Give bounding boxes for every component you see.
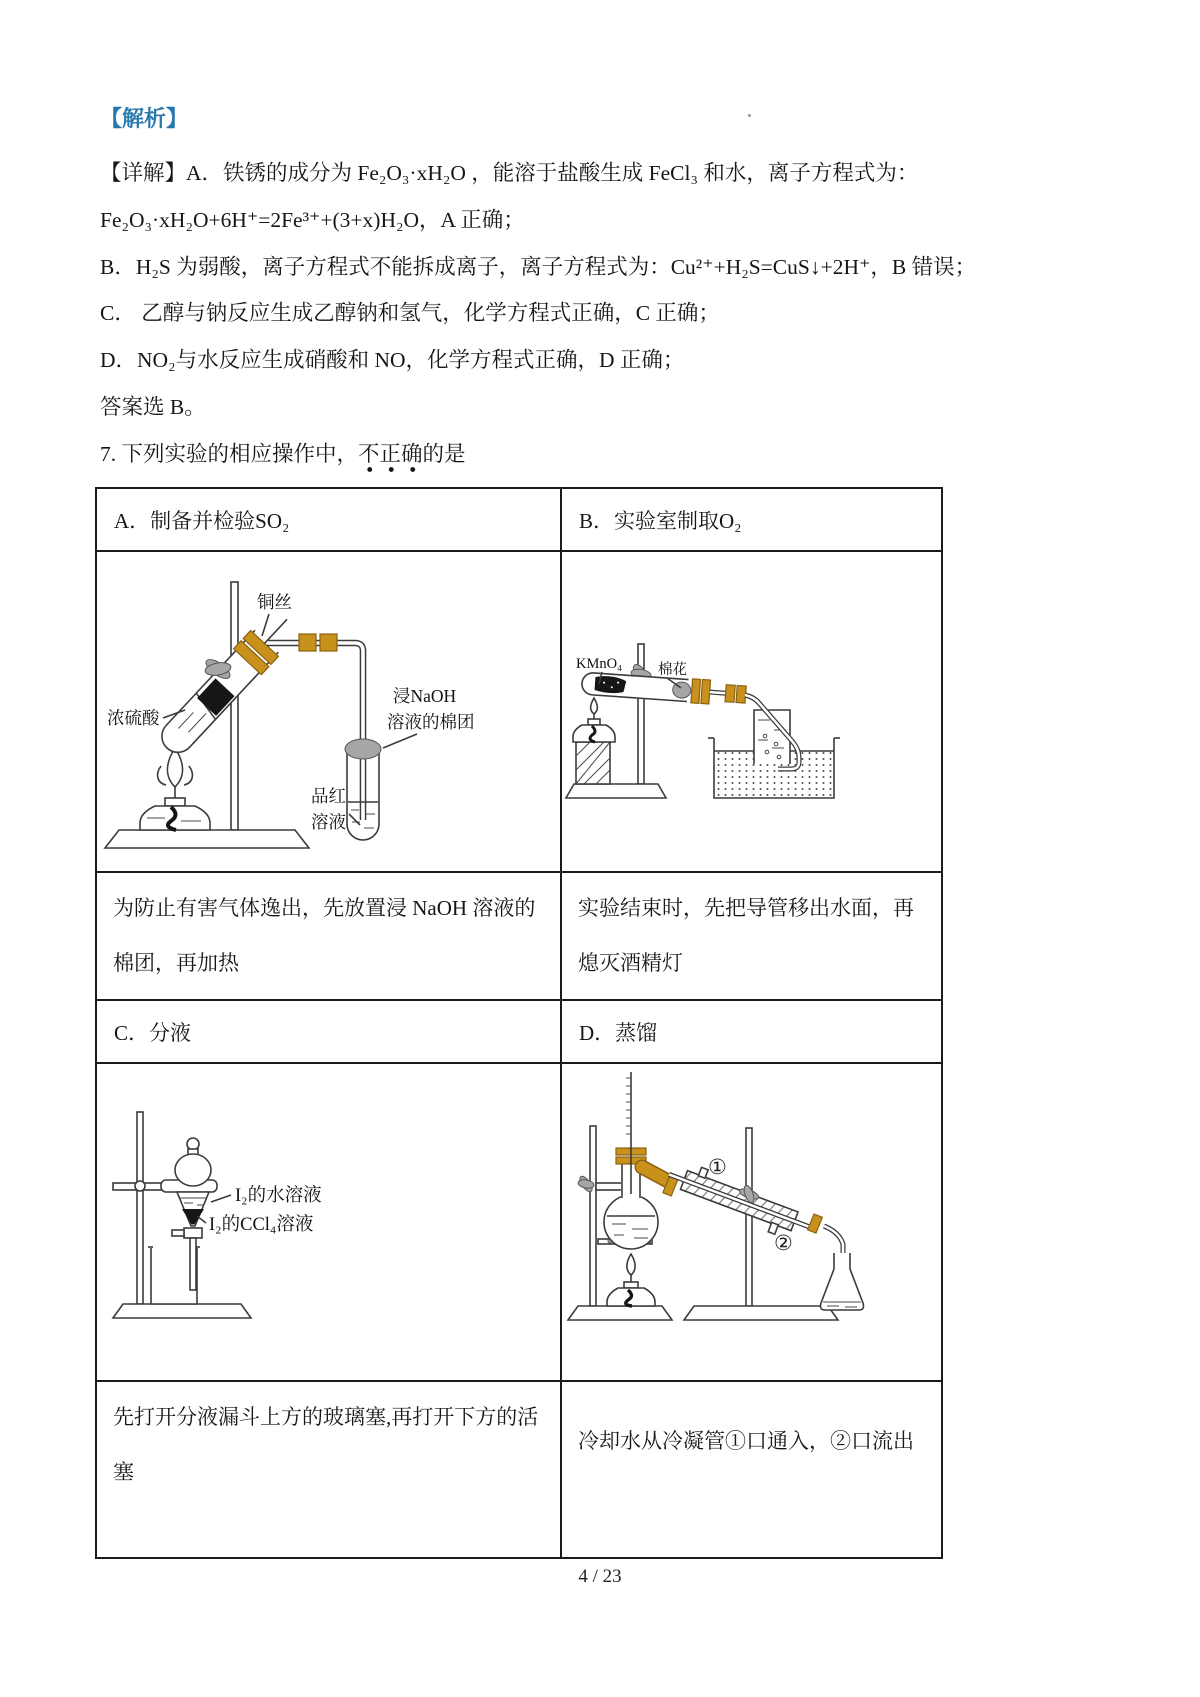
copper-wire-label: 铜丝 [257,592,292,612]
water-layer-label: I₂的水溶液 [235,1186,322,1206]
diagram-b-cell [561,551,942,872]
note-c-cell [96,1381,561,1558]
explanation-line-5: D．NO₂与水反应生成硝酸和 NO，化学方程式正确，D 正确； [100,348,685,373]
explanation-line-3: B．H₂S 为弱酸，离子方程式不能拆成离子，离子方程式为：Cu²⁺+H₂S=CuS↓+2H⁺，B 错误； [100,254,977,279]
diagram-c-cell [96,1063,561,1381]
option-c-label: C．分液 [114,1020,192,1045]
diagram-row-cd [96,1063,942,1381]
condenser-port-1 [698,1167,708,1178]
alcohol-lamp [140,748,210,830]
option-header-row-ab [96,488,942,551]
naoh-cotton-plug [345,739,381,759]
outlet-tube [824,1226,843,1253]
diagram-a-labels [107,592,475,832]
conc-sulfuric-acid-label: 浓硫酸 [107,708,160,728]
note-a-text: 为防止有害气体逸出，先放置浸 NaOH 溶液的棉团，再加热 [113,896,536,975]
inlet-port-label: ① [708,1155,727,1179]
analysis-header: 【解析】 [100,106,189,131]
stray-mark [748,114,751,117]
kmno4-label: KMnO₄ [576,656,623,672]
fuchsin-label-2: 溶液 [311,812,346,832]
option-b-label: B．实验室制取O₂ [579,508,742,533]
alcohol-lamp [573,698,615,742]
note-a-cell [96,872,561,1000]
ccl4-layer [182,1209,204,1225]
tilted-test-tube [153,606,301,761]
naoh-cotton-label-2: 溶液的棉团 [387,712,475,732]
erlenmeyer-flask [821,1253,864,1310]
note-b-text: 实验结束时，先把导管移出水面，再熄灭酒精灯 [578,896,914,975]
diagram-distillation [562,1064,939,1380]
question-7-table [95,487,943,1559]
diagram-o2-apparatus [562,552,939,871]
page-number: 4 / 23 [578,1566,622,1587]
option-c-cell [96,1000,561,1063]
explanation-line-4: C． 乙醇与钠反应生成乙醇钠和氢气，化学方程式正确，C 正确； [100,301,720,326]
diagram-c-labels [197,1185,322,1235]
glass-stopper [187,1138,199,1150]
question-suffix: 的是 [422,441,466,466]
thermometer-stopper [616,1072,646,1194]
diagram-d-cell [561,1063,942,1381]
note-row-ab [96,872,942,1000]
option-a-cell [96,488,561,551]
note-d-text: 冷却水从冷凝管①口通入，②口流出 [578,1429,914,1453]
diagram-a-cell [96,551,561,872]
funnel-stem [190,1238,196,1290]
explanation-line-1: 【详解】A．铁锈的成分为 Fe₂O₃·xH₂O ，能溶于盐酸生成 FeCl₃ 和水，离子方程式为： [100,161,919,185]
tube-coupling [299,634,316,651]
support-block [576,742,610,784]
diagram-separating-funnel [97,1064,558,1380]
answer-line: 答案选 B。 [100,394,206,419]
option-b-cell [561,488,942,551]
diagram-so2-apparatus [97,552,558,871]
ccl4-layer-label: I₂的CCl₄溶液 [209,1215,314,1235]
naoh-cotton-label-1: 浸NaOH [393,686,457,706]
explanation-line-2: Fe₂O₃·xH₂O+6H⁺=2Fe³⁺+(3+x)H₂O，A 正确； [100,207,525,232]
option-a-label: A．制备并检验SO₂ [114,508,290,533]
question-prefix: 7. 下列实验的相应操作中， [100,441,359,466]
condenser [662,1158,821,1247]
note-b-cell [561,872,942,1000]
note-c-text: 先打开分液漏斗上方的玻璃塞,再打开下方的活塞 [113,1405,539,1484]
fuchsin-label-1: 品红 [311,786,346,806]
outlet-port-label: ② [774,1231,793,1255]
option-d-cell [561,1000,942,1063]
diagram-row-ab [96,551,942,872]
note-d-cell [561,1381,942,1558]
option-header-row-cd [96,1000,942,1063]
question-emphasis: 不正确 [358,442,423,473]
adapter [642,1167,678,1196]
option-d-label: D．蒸馏 [579,1020,658,1045]
alcohol-lamp [607,1254,655,1306]
explanation-block [100,150,1110,478]
cotton-label: 棉花 [658,662,687,678]
note-row-cd [96,1381,942,1558]
question-7-stem [100,431,1110,478]
stopcock [184,1228,202,1238]
